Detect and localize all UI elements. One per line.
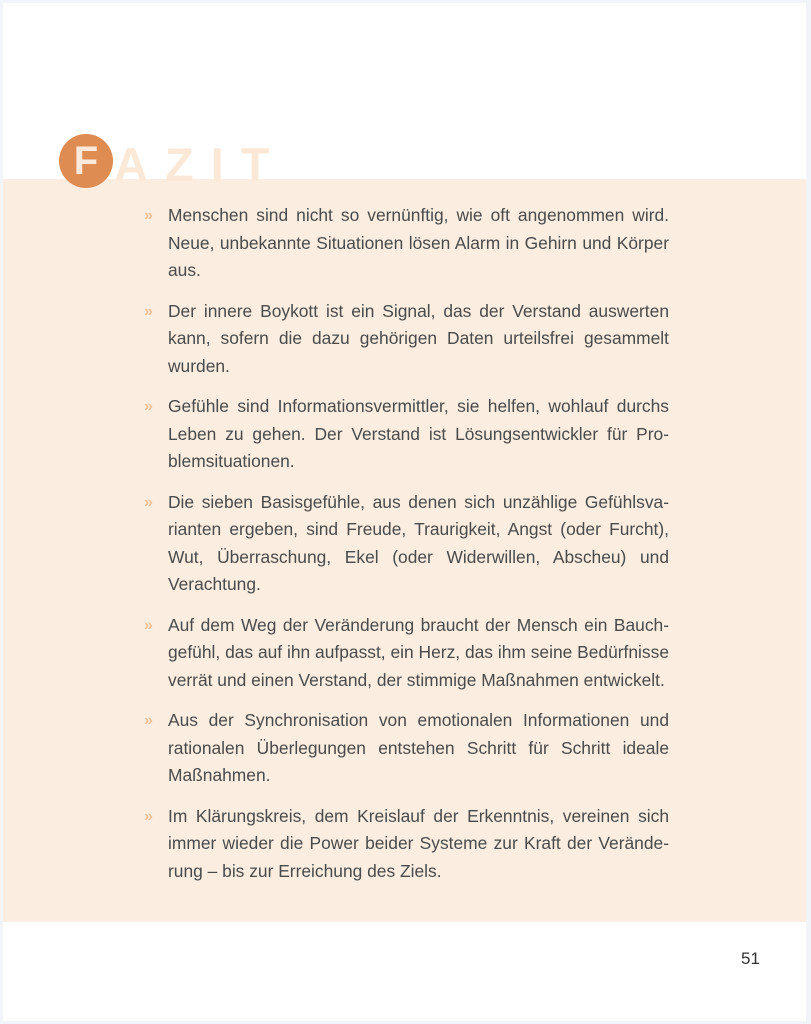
chevron-double-right-icon: » <box>144 616 153 634</box>
chevron-double-right-icon: » <box>144 302 153 320</box>
chevron-double-right-icon: » <box>144 207 153 224</box>
chevron-double-right-icon: » <box>144 493 153 511</box>
list-item-text: Auf dem Weg der Veränderung braucht der Mensch ein Bauchgefühl, das auf ihn aufpasst, ein Herz, das ihm seine Bedürfnisse verrät und einen Verstand, der stimmige Maßnahmen entwickelt. <box>168 614 669 690</box>
chevron-double-right-icon: » <box>144 398 153 415</box>
list-item-text: Gefühle sind Informationsvermittler, sie helfen, wohlauf durchs Leben zu gehen. Der Verstand ist Lösungsentwickler für Problemsituationen. <box>168 396 669 471</box>
heading-rest-letters: AZIT <box>114 139 287 183</box>
chevron-double-right-icon: » <box>144 807 153 825</box>
list-item-text: Aus der Synchronisation von emotionalen Informationen und rationalen Überlegungen entstehen Schritt für Schritt ideale Maßnahmen. <box>168 710 669 785</box>
list-item <box>144 489 669 599</box>
list-item <box>144 202 669 285</box>
list-item <box>144 707 669 790</box>
chevron-double-right-icon: » <box>144 712 153 729</box>
book-page <box>3 3 806 1021</box>
heading-initial-badge: F <box>59 134 113 188</box>
summary-list <box>144 202 669 898</box>
list-item <box>144 803 669 886</box>
list-item <box>144 612 669 695</box>
section-heading <box>3 3 806 183</box>
list-item <box>144 298 669 381</box>
list-item-text: Die sieben Basisgefühle, aus denen sich unzählige Gefühlsvarianten ergeben, sind Freude, Traurigkeit, Angst (oder Furcht), Wut, Überraschung, Ekel (oder Widerwillen, Abscheu) und Verachtung. <box>168 491 669 594</box>
list-item-text: Der innere Boykott ist ein Signal, das der Verstand auswerten kann, sofern die dazu gehörigen Daten urteilsfrei gesammelt wurden. <box>168 300 669 376</box>
page-number: 51 <box>741 949 760 968</box>
list-item-text: Im Klärungskreis, dem Kreislauf der Erkenntnis, vereinen sich immer wieder die Power beider Systeme zur Kraft der Veränderung – bis zur Erreichung des Ziels. <box>168 805 669 881</box>
list-item-text: Menschen sind nicht so vernünftig, wie oft angenommen wird. Neue, unbekannte Situationen lösen Alarm in Gehirn und Körper aus. <box>168 205 669 280</box>
list-item <box>144 393 669 476</box>
